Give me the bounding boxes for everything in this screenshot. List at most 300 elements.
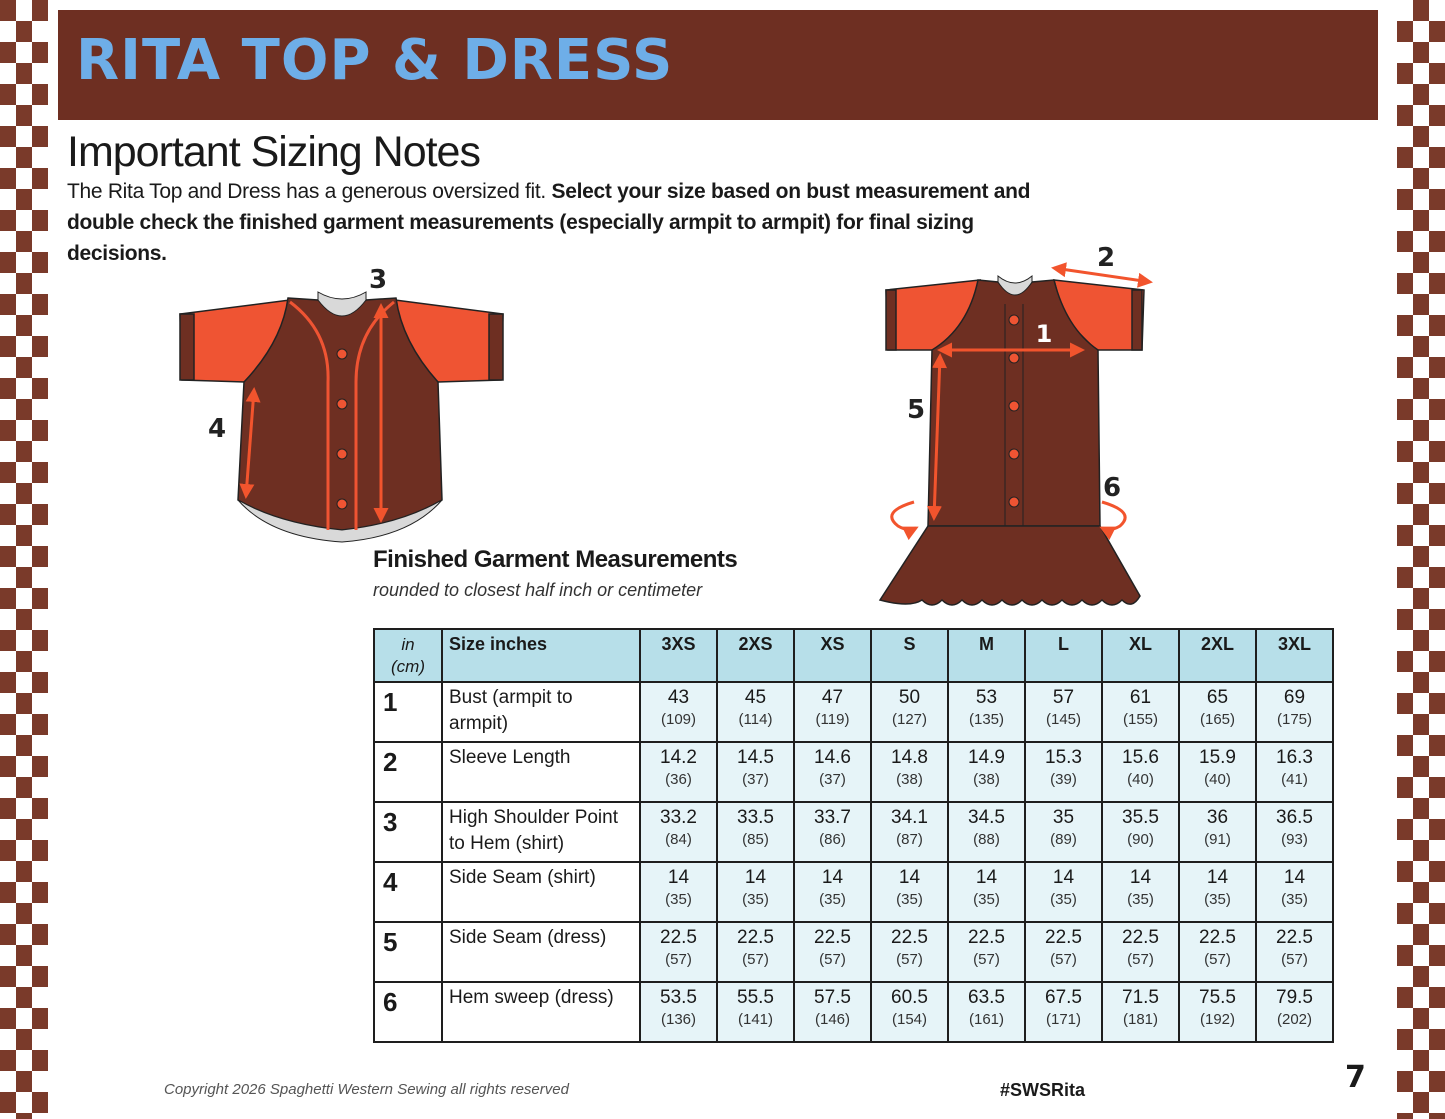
measurement-number: 4 <box>374 862 442 922</box>
measurement-value-cell <box>1102 802 1179 862</box>
value-cm: (40) <box>1204 771 1231 788</box>
checker-square <box>1397 483 1413 504</box>
measurement-value-cell <box>1256 682 1333 742</box>
value-inches: 22.5 <box>660 927 697 948</box>
value-inches: 67.5 <box>1045 987 1082 1008</box>
checker-square <box>32 672 48 693</box>
table-section-subtitle: rounded to closest half inch or centimeter <box>373 580 703 600</box>
checker-square <box>0 420 16 441</box>
checker-square <box>1413 714 1429 735</box>
measurement-value-cell <box>717 982 794 1042</box>
checker-square <box>0 966 16 987</box>
measurement-value-cell <box>871 982 948 1042</box>
checker-square <box>1397 315 1413 336</box>
measurement-value-cell <box>948 802 1025 862</box>
checker-square <box>1413 126 1429 147</box>
dress-illustration <box>870 238 1160 613</box>
measurement-number: 6 <box>374 982 442 1042</box>
value-cm: (87) <box>896 831 923 848</box>
value-cm: (39) <box>1050 771 1077 788</box>
measurement-value-cell <box>1025 682 1102 742</box>
checker-square <box>32 336 48 357</box>
title-banner <box>58 10 1378 120</box>
checker-square <box>32 1050 48 1071</box>
value-cm: (91) <box>1204 831 1231 848</box>
value-cm: (145) <box>1045 711 1082 728</box>
checker-square <box>1429 777 1445 798</box>
table-body <box>374 682 1333 1042</box>
measurement-value-cell <box>871 862 948 922</box>
measurement-value-cell <box>640 862 717 922</box>
value-cm: (85) <box>742 831 769 848</box>
value-cm: (38) <box>896 771 923 788</box>
diagram-label-2: 2 <box>1096 243 1116 273</box>
value-inches: 53 <box>975 687 998 708</box>
value-inches: 34.1 <box>891 807 928 828</box>
checker-square <box>1413 42 1429 63</box>
checker-square <box>32 840 48 861</box>
value-cm: (57) <box>819 951 846 968</box>
checker-square <box>32 882 48 903</box>
measurement-value-cell <box>1025 982 1102 1042</box>
size-header: 2XS <box>717 629 794 682</box>
measurement-number: 2 <box>374 742 442 802</box>
value-cm: (181) <box>1122 1011 1159 1028</box>
measurement-value-cell <box>640 982 717 1042</box>
value-inches: 45 <box>744 687 767 708</box>
table-header-row <box>374 629 1333 682</box>
value-cm: (57) <box>896 951 923 968</box>
checker-square <box>1413 1050 1429 1071</box>
value-cm: (136) <box>660 1011 697 1028</box>
checker-square <box>1413 1092 1429 1113</box>
value-inches: 14 <box>1129 867 1152 888</box>
measurement-value-cell <box>871 682 948 742</box>
value-inches: 33.2 <box>660 807 697 828</box>
checker-square <box>0 756 16 777</box>
checker-square <box>1413 168 1429 189</box>
table-row <box>374 982 1333 1042</box>
value-inches: 22.5 <box>968 927 1005 948</box>
checker-square <box>1397 651 1413 672</box>
measurement-value-cell <box>1102 682 1179 742</box>
value-inches: 22.5 <box>1276 927 1313 948</box>
checker-square <box>1429 147 1445 168</box>
checker-square <box>16 273 32 294</box>
checker-square <box>1429 63 1445 84</box>
checker-square <box>32 252 48 273</box>
value-inches: 65 <box>1206 687 1229 708</box>
checker-square <box>16 315 32 336</box>
checker-square <box>0 168 16 189</box>
value-cm: (135) <box>968 711 1005 728</box>
value-cm: (35) <box>819 891 846 908</box>
measurement-value-cell <box>948 682 1025 742</box>
checker-square <box>1397 21 1413 42</box>
value-cm: (119) <box>815 711 850 728</box>
checker-square <box>1413 630 1429 651</box>
checker-square <box>16 63 32 84</box>
checker-square <box>1413 798 1429 819</box>
checker-square <box>1397 903 1413 924</box>
value-inches: 14 <box>898 867 921 888</box>
checker-square <box>16 1029 32 1050</box>
measurement-value-cell <box>717 922 794 982</box>
value-cm: (35) <box>1127 891 1154 908</box>
value-cm: (146) <box>814 1011 851 1028</box>
value-cm: (89) <box>1050 831 1077 848</box>
checker-square <box>1429 1029 1445 1050</box>
checker-square <box>1429 903 1445 924</box>
measurement-label: Hem sweep (dress) <box>442 982 640 1042</box>
intro-plain-text: The Rita Top and Dress has a generous oversized fit. <box>67 180 552 203</box>
value-cm: (93) <box>1281 831 1308 848</box>
value-inches: 79.5 <box>1276 987 1313 1008</box>
value-inches: 53.5 <box>660 987 697 1008</box>
value-inches: 63.5 <box>968 987 1005 1008</box>
value-cm: (57) <box>1127 951 1154 968</box>
checker-square <box>0 294 16 315</box>
page-number: 7 <box>1345 1060 1366 1095</box>
size-header: XL <box>1102 629 1179 682</box>
measurement-value-cell <box>794 922 871 982</box>
measurement-value-cell <box>948 922 1025 982</box>
measurement-value-cell <box>948 982 1025 1042</box>
value-cm: (175) <box>1276 711 1313 728</box>
checker-square <box>16 777 32 798</box>
value-inches: 14 <box>1052 867 1075 888</box>
checker-square <box>1413 588 1429 609</box>
value-cm: (35) <box>973 891 1000 908</box>
measurement-value-cell <box>948 862 1025 922</box>
measurement-value-cell <box>794 742 871 802</box>
checker-square <box>1397 777 1413 798</box>
value-cm: (57) <box>742 951 769 968</box>
checker-square <box>32 126 48 147</box>
value-cm: (57) <box>1204 951 1231 968</box>
value-cm: (127) <box>891 711 928 728</box>
value-inches: 60.5 <box>891 987 928 1008</box>
checker-square <box>16 231 32 252</box>
diagram-label-6: 6 <box>1102 473 1122 503</box>
value-cm: (40) <box>1127 771 1154 788</box>
measurement-value-cell <box>794 682 871 742</box>
value-inches: 22.5 <box>1045 927 1082 948</box>
value-cm: (155) <box>1122 711 1159 728</box>
checker-square <box>1429 189 1445 210</box>
checkered-border-left <box>0 0 48 1119</box>
checker-square <box>16 525 32 546</box>
checker-square <box>1413 882 1429 903</box>
checker-square <box>1397 147 1413 168</box>
checker-square <box>1429 273 1445 294</box>
checkered-border-right <box>1397 0 1445 1119</box>
measurement-value-cell <box>1256 922 1333 982</box>
checker-square <box>16 399 32 420</box>
value-inches: 71.5 <box>1122 987 1159 1008</box>
checker-square <box>1413 378 1429 399</box>
checker-square <box>1429 399 1445 420</box>
measurement-value-cell <box>1102 922 1179 982</box>
checker-square <box>1413 84 1429 105</box>
measurement-value-cell <box>1102 742 1179 802</box>
checker-square <box>0 504 16 525</box>
measurement-value-cell <box>1179 922 1256 982</box>
measurement-value-cell <box>1025 862 1102 922</box>
value-inches: 22.5 <box>891 927 928 948</box>
checker-square <box>32 0 48 21</box>
value-inches: 14 <box>744 867 767 888</box>
checker-square <box>1397 987 1413 1008</box>
checker-square <box>16 987 32 1008</box>
measurement-value-cell <box>1025 742 1102 802</box>
checker-square <box>32 420 48 441</box>
checker-square <box>1397 441 1413 462</box>
checker-square <box>1397 945 1413 966</box>
value-cm: (192) <box>1199 1011 1236 1028</box>
checker-square <box>16 105 32 126</box>
checker-square <box>1413 462 1429 483</box>
measurement-value-cell <box>717 802 794 862</box>
hashtag: #SWSRita <box>1000 1080 1086 1100</box>
checker-square <box>0 840 16 861</box>
checker-square <box>1397 567 1413 588</box>
checker-square <box>16 1071 32 1092</box>
checker-square <box>16 903 32 924</box>
checker-square <box>16 693 32 714</box>
value-inches: 35 <box>1052 807 1075 828</box>
checker-square <box>0 798 16 819</box>
value-inches: 15.9 <box>1199 747 1236 768</box>
checker-square <box>1413 924 1429 945</box>
measurement-label: High Shoulder Point to Hem (shirt) <box>442 802 640 862</box>
checker-square <box>1413 546 1429 567</box>
checker-square <box>1413 966 1429 987</box>
checker-square <box>0 210 16 231</box>
value-cm: (35) <box>742 891 769 908</box>
size-header: XS <box>794 629 871 682</box>
checker-square <box>32 42 48 63</box>
size-header: L <box>1025 629 1102 682</box>
checker-square <box>1397 1029 1413 1050</box>
measurement-value-cell <box>640 682 717 742</box>
checker-square <box>0 588 16 609</box>
value-inches: 14.2 <box>660 747 697 768</box>
value-inches: 33.5 <box>737 807 774 828</box>
size-header: 3XS <box>640 629 717 682</box>
checker-square <box>1413 504 1429 525</box>
checker-square <box>1429 21 1445 42</box>
checker-square <box>1413 840 1429 861</box>
shirt-illustration <box>170 262 515 547</box>
value-inches: 14.5 <box>737 747 774 768</box>
checker-square <box>1397 819 1413 840</box>
value-cm: (57) <box>973 951 1000 968</box>
value-inches: 14 <box>975 867 998 888</box>
measurement-value-cell <box>1256 802 1333 862</box>
value-inches: 36 <box>1206 807 1229 828</box>
checker-square <box>1429 567 1445 588</box>
measurement-value-cell <box>1102 982 1179 1042</box>
size-header: M <box>948 629 1025 682</box>
checker-square <box>1397 399 1413 420</box>
table-row <box>374 742 1333 802</box>
measurement-value-cell <box>1256 982 1333 1042</box>
checker-square <box>16 651 32 672</box>
checker-square <box>32 630 48 651</box>
checker-square <box>0 336 16 357</box>
measurement-number: 1 <box>374 682 442 742</box>
checker-square <box>32 756 48 777</box>
checker-square <box>1429 735 1445 756</box>
checker-square <box>16 567 32 588</box>
value-cm: (41) <box>1281 771 1308 788</box>
value-cm: (171) <box>1045 1011 1082 1028</box>
table-row <box>374 802 1333 862</box>
diagram-label-3: 3 <box>368 265 388 295</box>
measurement-value-cell <box>871 802 948 862</box>
value-inches: 69 <box>1283 687 1306 708</box>
checker-square <box>0 1008 16 1029</box>
checker-square <box>1429 819 1445 840</box>
measurement-value-cell <box>1179 682 1256 742</box>
value-inches: 14 <box>1283 867 1306 888</box>
measurement-value-cell <box>871 922 948 982</box>
checker-square <box>1397 1113 1413 1119</box>
value-cm: (154) <box>891 1011 928 1028</box>
measurement-value-cell <box>640 742 717 802</box>
value-inches: 14.9 <box>968 747 1005 768</box>
table-row <box>374 922 1333 982</box>
checker-square <box>0 0 16 21</box>
value-inches: 57.5 <box>814 987 851 1008</box>
measurement-value-cell <box>1025 922 1102 982</box>
checker-square <box>1429 651 1445 672</box>
value-cm: (37) <box>819 771 846 788</box>
size-header: S <box>871 629 948 682</box>
pattern-title: RITA TOP & DRESS <box>76 28 674 93</box>
checker-square <box>1429 315 1445 336</box>
measurement-label: Sleeve Length <box>442 742 640 802</box>
measurement-value-cell <box>1179 982 1256 1042</box>
checker-square <box>16 945 32 966</box>
checker-square <box>0 462 16 483</box>
checker-square <box>16 819 32 840</box>
size-header: 3XL <box>1256 629 1333 682</box>
checker-square <box>1397 189 1413 210</box>
checker-square <box>1429 231 1445 252</box>
checker-square <box>1429 483 1445 504</box>
checker-square <box>0 882 16 903</box>
checker-square <box>1413 252 1429 273</box>
value-cm: (88) <box>973 831 1000 848</box>
value-cm: (90) <box>1127 831 1154 848</box>
value-cm: (57) <box>1050 951 1077 968</box>
checker-square <box>1429 1113 1445 1119</box>
measurement-value-cell <box>717 742 794 802</box>
checker-square <box>1413 336 1429 357</box>
value-inches: 55.5 <box>737 987 774 1008</box>
value-cm: (35) <box>665 891 692 908</box>
measurement-value-cell <box>1179 742 1256 802</box>
checker-square <box>1429 693 1445 714</box>
checker-square <box>16 735 32 756</box>
table-section-title: Finished Garment Measurements <box>373 546 738 573</box>
checker-square <box>32 1008 48 1029</box>
checker-square <box>0 1092 16 1113</box>
value-inches: 43 <box>667 687 690 708</box>
measurement-label: Side Seam (dress) <box>442 922 640 982</box>
checker-square <box>0 714 16 735</box>
value-inches: 50 <box>898 687 921 708</box>
checker-square <box>0 252 16 273</box>
size-header: 2XL <box>1179 629 1256 682</box>
checker-square <box>1413 420 1429 441</box>
value-inches: 22.5 <box>1199 927 1236 948</box>
value-inches: 22.5 <box>814 927 851 948</box>
checker-square <box>1413 1008 1429 1029</box>
checker-square <box>1429 945 1445 966</box>
checker-square <box>32 378 48 399</box>
checker-square <box>1397 735 1413 756</box>
measurement-value-cell <box>871 742 948 802</box>
value-inches: 14.8 <box>891 747 928 768</box>
value-cm: (114) <box>738 711 773 728</box>
value-cm: (202) <box>1276 1011 1313 1028</box>
checker-square <box>0 126 16 147</box>
value-inches: 14 <box>821 867 844 888</box>
checker-square <box>1397 525 1413 546</box>
checker-square <box>16 147 32 168</box>
copyright-text: Copyright 2026 Spaghetti Western Sewing all rights reserved <box>164 1081 569 1098</box>
checker-square <box>1429 861 1445 882</box>
checker-square <box>1397 105 1413 126</box>
measurement-value-cell <box>794 862 871 922</box>
checker-square <box>1429 1071 1445 1092</box>
checker-square <box>1429 441 1445 462</box>
checker-square <box>32 546 48 567</box>
checker-square <box>16 861 32 882</box>
measurement-value-cell <box>948 742 1025 802</box>
diagram-label-4: 4 <box>207 414 227 444</box>
intro-bold-text: Select your size based on bust measurement and double check the finished garment measurements (especially armpit to armpit) for final sizing decisions. <box>67 180 1031 265</box>
unit-inches: in <box>401 635 415 654</box>
value-cm: (84) <box>665 831 692 848</box>
checker-square <box>32 588 48 609</box>
value-inches: 35.5 <box>1122 807 1159 828</box>
checker-square <box>0 924 16 945</box>
value-cm: (38) <box>973 771 1000 788</box>
checker-square <box>1397 63 1413 84</box>
measurement-value-cell <box>640 922 717 982</box>
checker-square <box>1397 1071 1413 1092</box>
checker-square <box>16 357 32 378</box>
measurement-value-cell <box>1256 742 1333 802</box>
checker-square <box>0 42 16 63</box>
checker-square <box>32 1092 48 1113</box>
checker-square <box>0 672 16 693</box>
measurement-value-cell <box>1179 802 1256 862</box>
measurement-number: 3 <box>374 802 442 862</box>
checker-square <box>1397 231 1413 252</box>
value-cm: (35) <box>1204 891 1231 908</box>
value-cm: (161) <box>968 1011 1005 1028</box>
checker-square <box>1429 987 1445 1008</box>
checker-square <box>32 168 48 189</box>
measurement-label: Side Seam (shirt) <box>442 862 640 922</box>
checker-square <box>32 294 48 315</box>
value-inches: 36.5 <box>1276 807 1313 828</box>
